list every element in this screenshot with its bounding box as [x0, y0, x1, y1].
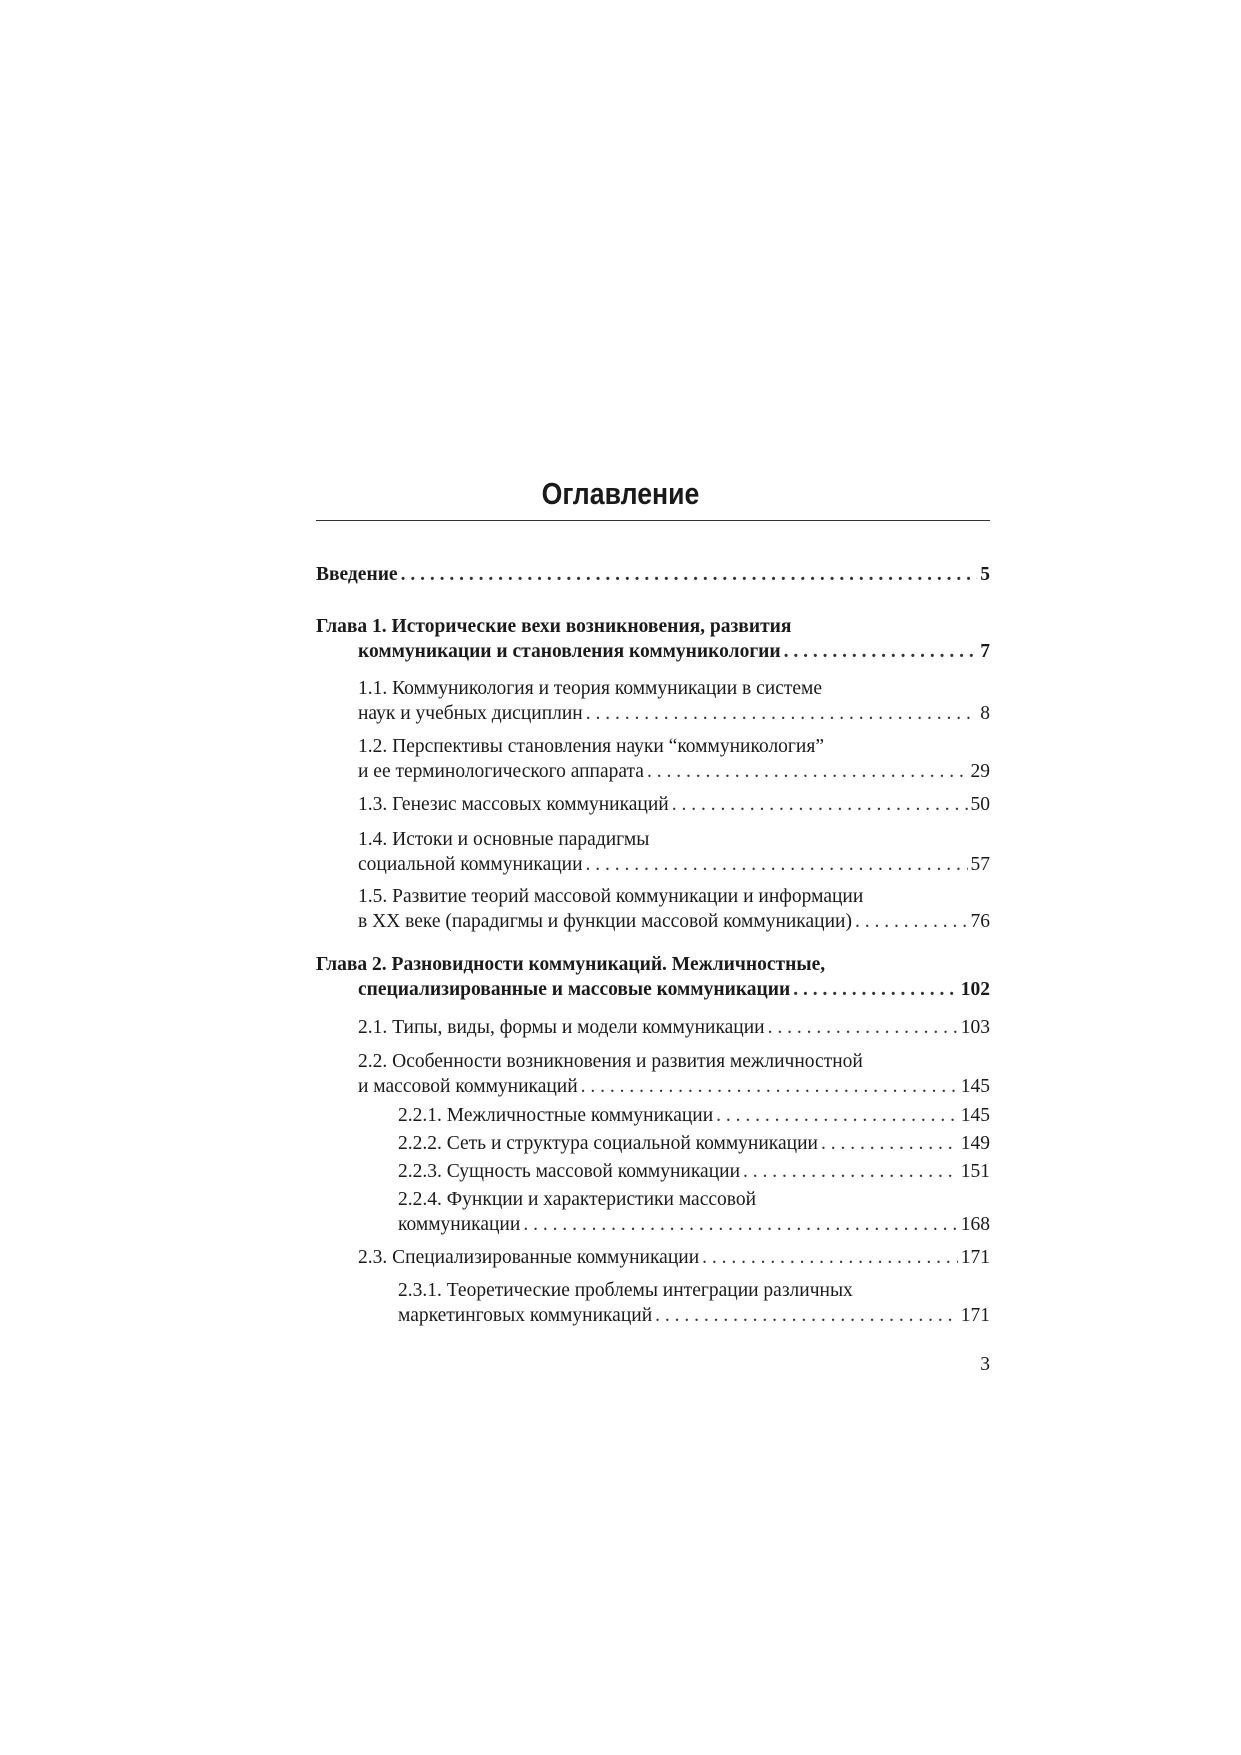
- dot-leader: [743, 1159, 958, 1184]
- toc-page-number: 171: [960, 1247, 990, 1268]
- toc-page-number: 8: [980, 703, 990, 724]
- toc-entry-section-2-3[interactable]: [358, 1245, 990, 1270]
- toc-entry-section-1-4[interactable]: [358, 827, 990, 877]
- toc-entry-label: 2.2.3. Сущность массовой коммуникации: [398, 1161, 741, 1182]
- dot-leader: [716, 1103, 958, 1128]
- dot-leader: [784, 639, 978, 664]
- toc-entry-label-cont: коммуникации и становления коммуникологии: [358, 641, 781, 662]
- dot-leader: [586, 852, 968, 877]
- page-number: 3: [980, 1354, 990, 1375]
- dot-leader: [672, 792, 968, 817]
- toc-entry-label: 2.3. Специализированные коммуникации: [358, 1247, 700, 1268]
- dot-leader: [655, 1303, 958, 1328]
- toc-page-number: 29: [970, 761, 990, 782]
- toc-page-number: 171: [960, 1305, 990, 1326]
- toc-page-number: 76: [970, 911, 990, 932]
- toc-page-number: 103: [960, 1017, 990, 1038]
- toc-page-number: 57: [970, 854, 990, 875]
- page-title: Оглавление: [541, 476, 700, 511]
- toc-entry-label-cont: маркетинговых коммуникаций: [398, 1305, 653, 1326]
- dot-leader: [793, 977, 958, 1002]
- toc-page-number: 149: [960, 1133, 990, 1154]
- toc-entry-subsection-2-2-1[interactable]: [398, 1103, 990, 1128]
- dot-leader: [855, 909, 968, 934]
- toc-entry-label: 2.2.2. Сеть и структура социальной коммуникации: [398, 1133, 818, 1154]
- toc-entry-label-cont: социальной коммуникации: [358, 854, 583, 875]
- toc-page-number: 145: [960, 1076, 990, 1097]
- toc-entry-label: Глава 1. Исторические вехи возникновения, развития: [316, 616, 792, 637]
- toc-entry-subsection-2-2-3[interactable]: [398, 1159, 990, 1184]
- toc-entry-label-cont: и ее терминологического аппарата: [358, 761, 644, 782]
- toc-entry-label: 2.2. Особенности возникновения и развития межличностной: [358, 1051, 863, 1072]
- toc-page-number: 151: [960, 1161, 990, 1182]
- toc-entry-label: 2.2.1. Межличностные коммуникации: [398, 1105, 714, 1126]
- toc-entry-label: 1.4. Истоки и основные парадигмы: [358, 829, 650, 850]
- toc-entry-label: 1.5. Развитие теорий массовой коммуникации и информации: [358, 886, 864, 907]
- toc-page-number: 102: [960, 979, 990, 1000]
- toc-entry-label-cont: коммуникации: [398, 1214, 521, 1235]
- toc-entry-label: 2.1. Типы, виды, формы и модели коммуникации: [358, 1017, 765, 1038]
- dot-leader: [647, 759, 968, 784]
- dot-leader: [523, 1212, 957, 1237]
- toc-entry-chapter-2[interactable]: [316, 952, 990, 1002]
- toc-entry-label-cont: наук и учебных дисциплин: [358, 703, 583, 724]
- toc-entry-section-1-5[interactable]: [358, 884, 990, 934]
- toc-entry-chapter-1[interactable]: [316, 614, 990, 664]
- title-divider: [316, 520, 990, 521]
- toc-entry-subsection-2-3-1[interactable]: [398, 1278, 990, 1328]
- toc-entry-subsection-2-2-2[interactable]: [398, 1131, 990, 1156]
- toc-entry-section-2-2[interactable]: [358, 1049, 990, 1099]
- toc-entry-section-1-3[interactable]: [358, 792, 990, 817]
- toc-entry-label: Глава 2. Разновидности коммуникаций. Межличностные,: [316, 954, 826, 975]
- dot-leader: [581, 1074, 958, 1099]
- dot-leader: [586, 701, 978, 726]
- dot-leader: [401, 562, 978, 587]
- toc-entry-label-cont: в XX веке (парадигмы и функции массовой коммуникации): [358, 911, 852, 932]
- toc-entry-section-1-2[interactable]: [358, 734, 990, 784]
- toc-page-number: 7: [980, 641, 990, 662]
- toc-entry-label: 1.2. Перспективы становления науки “коммуникология”: [358, 736, 824, 757]
- toc-entry-section-1-1[interactable]: [358, 676, 990, 726]
- toc-entry-label: 1.1. Коммуникология и теория коммуникации в системе: [358, 678, 823, 699]
- dot-leader: [702, 1245, 958, 1270]
- toc-entry-section-2-1[interactable]: [358, 1015, 990, 1040]
- dot-leader: [821, 1131, 958, 1156]
- toc-page-number: 145: [960, 1105, 990, 1126]
- toc-entry-label: 2.2.4. Функции и характеристики массовой: [398, 1189, 757, 1210]
- toc-entry-label-cont: и массовой коммуникаций: [358, 1076, 578, 1097]
- toc-page-number: 50: [970, 794, 990, 815]
- toc-entry-label: 1.3. Генезис массовых коммуникаций: [358, 794, 669, 815]
- toc-entry-label: Введение: [316, 564, 398, 585]
- toc-entry-intro[interactable]: [316, 562, 990, 587]
- toc-entry-label-cont: специализированные и массовые коммуникации: [358, 979, 791, 1000]
- toc-page-number: 168: [960, 1214, 990, 1235]
- dot-leader: [768, 1015, 958, 1040]
- toc-entry-subsection-2-2-4[interactable]: [398, 1187, 990, 1237]
- toc-page-number: 5: [980, 564, 990, 585]
- toc-entry-label: 2.3.1. Теоретические проблемы интеграции различных: [398, 1280, 853, 1301]
